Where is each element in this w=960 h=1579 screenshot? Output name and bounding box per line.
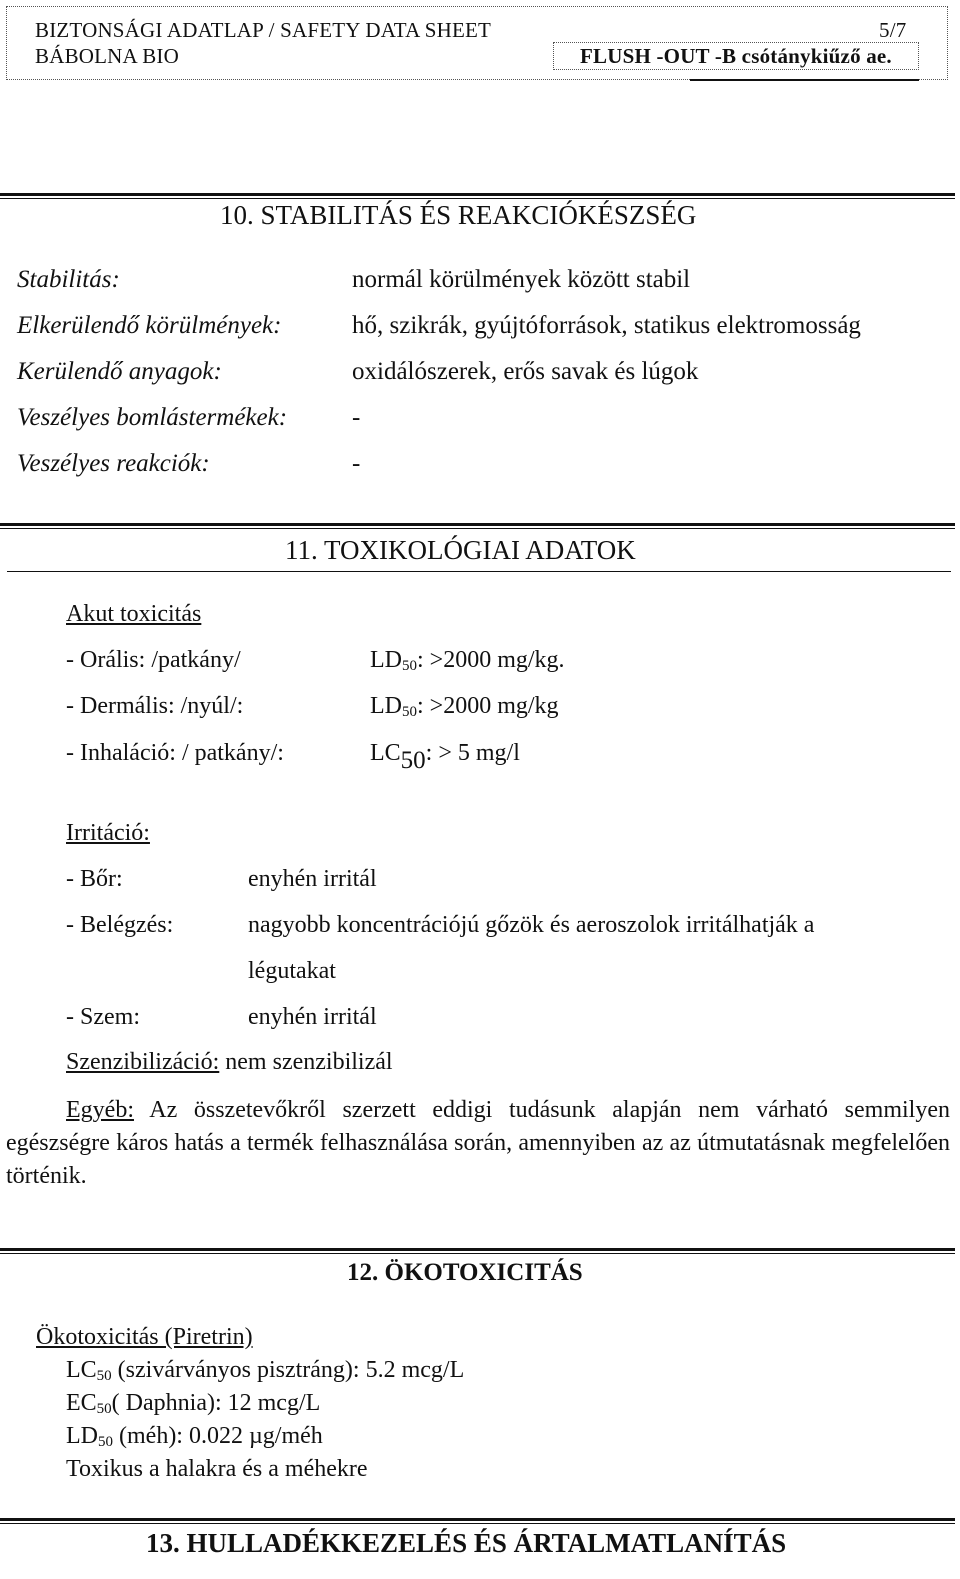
header-underline — [690, 79, 919, 81]
doc-title: BIZTONSÁGI ADATLAP / SAFETY DATA SHEET — [35, 18, 492, 42]
oral-label: - Orális: /patkány/ — [66, 647, 241, 673]
sensitization-value: nem szenzibilizál — [219, 1049, 393, 1075]
product-name: FLUSH -OUT -B csótánykiűző ae. — [580, 44, 892, 68]
sensitization-label: Szenzibilizáció: — [66, 1049, 220, 1075]
section-rule-thin — [0, 1523, 955, 1524]
decomposition-label: Veszélyes bomlástermékek: — [17, 404, 288, 431]
section-title-underline — [7, 571, 951, 572]
other-text: Az összetevőkről szerzett eddigi tudásunk alapján nem várható semmilyen egészségre káros hatás a termék felhasználása során, amennyiben az az útmutatásnak megfelelően történik. — [6, 1097, 950, 1189]
other-label: Egyéb: — [66, 1097, 134, 1123]
section-rule-thin — [0, 198, 955, 199]
section-rule-thin — [0, 528, 955, 529]
ecotox-item-bee: $LD_{50}$ (méh): 0.022 µg/méh — [66, 1423, 323, 1450]
ecotox-item-fish: $LC_{50}$ (szivárványos pisztráng): 5.2 mcg/L — [66, 1357, 465, 1384]
dermal-value: $LD_{50}$: >2000 mg/kg — [370, 693, 559, 720]
skin-label: - Bőr: — [66, 866, 123, 892]
irritation-heading: Irritáció: — [66, 820, 150, 846]
skin-value: enyhén irritál — [248, 866, 377, 892]
section-11-title: 11. TOXIKOLÓGIAI ADATOK — [285, 535, 636, 565]
ecotox-item-daphnia: $EC_{50}$( Daphnia): 12 mcg/L — [66, 1390, 321, 1417]
inhalation-label: - Inhaláció: / patkány/: — [66, 740, 284, 766]
inhalation-irritation-label: - Belégzés: — [66, 912, 174, 938]
stability-label: Stabilitás: — [17, 266, 120, 293]
inhalation-irritation-value: nagyobb koncentrációjú gőzök és aeroszolok irritálhatják a — [248, 912, 815, 938]
dermal-label: - Dermális: /nyúl/: — [66, 693, 244, 719]
ecotox-heading: Ökotoxicitás (Piretrin) — [36, 1324, 253, 1350]
oral-value: $LD_{50}$: >2000 mg/kg. — [370, 647, 565, 674]
page-number: 5/7 — [879, 18, 907, 42]
reactions-label: Veszélyes reakciók: — [17, 450, 210, 477]
ecotox-note: Toxikus a halakra és a méhekre — [66, 1456, 368, 1482]
inhalation-value: LC50: > 5 mg/l — [370, 740, 520, 774]
section-rule — [0, 1248, 955, 1251]
inhalation-irritation-value-cont: légutakat — [248, 958, 336, 984]
acute-toxicity-heading: Akut toxicitás — [66, 601, 202, 627]
section-10-title: 10. STABILITÁS ÉS REAKCIÓKÉSZSÉG — [220, 200, 697, 230]
conditions-value: hő, szikrák, gyújtóforrások, statikus elektromosság — [352, 312, 861, 339]
section-13-title: 13. HULLADÉKKEZELÉS ÉS ÁRTALMATLANÍTÁS — [146, 1528, 787, 1558]
section-rule — [0, 193, 955, 196]
section-12-title: 12. ÖKOTOXICITÁS — [347, 1259, 583, 1286]
eye-label: - Szem: — [66, 1004, 140, 1030]
stability-value: normál körülmények között stabil — [352, 266, 691, 293]
materials-value: oxidálószerek, erős savak és lúgok — [352, 358, 699, 385]
conditions-label: Elkerülendő körülmények: — [17, 312, 282, 339]
materials-label: Kerülendő anyagok: — [17, 358, 222, 385]
eye-value: enyhén irritál — [248, 1004, 377, 1030]
section-rule — [0, 1518, 955, 1521]
company-name: BÁBOLNA BIO — [35, 44, 179, 68]
other-paragraph — [6, 1094, 950, 1193]
section-rule — [0, 523, 955, 526]
reactions-value: - — [352, 450, 361, 477]
section-rule-thin — [0, 1253, 955, 1254]
sensitization-row — [66, 1049, 393, 1076]
decomposition-value: - — [352, 404, 361, 431]
